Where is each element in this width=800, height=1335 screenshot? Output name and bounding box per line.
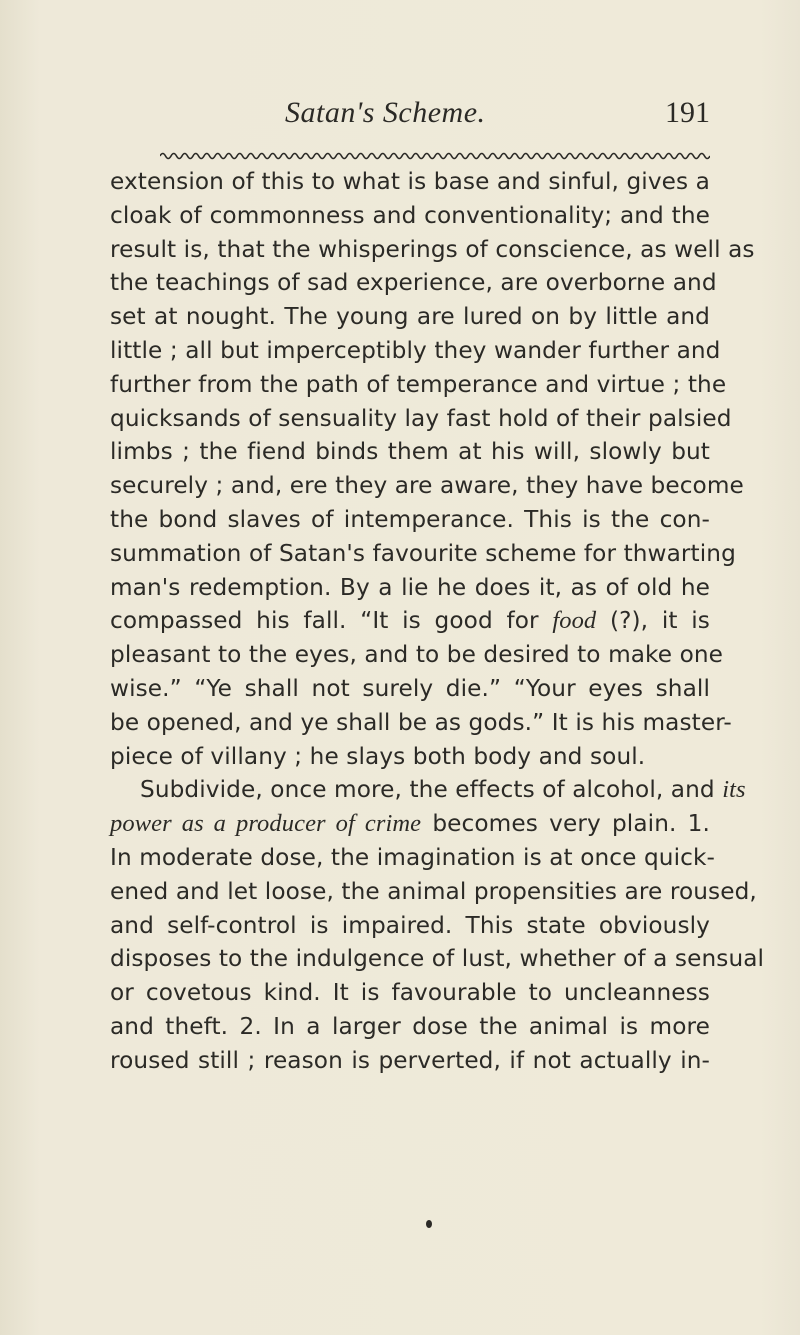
text-line: securely ; and, ere they are aware, they have become bbox=[110, 472, 744, 500]
text-line: be opened, and ye shall be as gods.” It is his master- bbox=[110, 708, 732, 736]
running-title: Satan's Scheme. bbox=[285, 96, 486, 129]
text-line: In moderate dose, the imagination is at once quick- bbox=[110, 843, 715, 871]
page-number: 191 bbox=[665, 96, 710, 129]
text-line: extension of this to what is base and sinful, gives a bbox=[110, 168, 710, 195]
text-segment: becomes very plain. 1. bbox=[421, 810, 710, 838]
text-line bbox=[110, 807, 710, 841]
italic-phrase: power as a producer of crime bbox=[110, 810, 422, 838]
text-line bbox=[110, 773, 746, 807]
text-line: man's redemption. By a lie he does it, as of old he bbox=[110, 573, 710, 601]
paragraph-2 bbox=[110, 773, 765, 1077]
text-line bbox=[110, 604, 710, 638]
text-line: pleasant to the eyes, and to be desired to make one bbox=[110, 641, 724, 669]
text-line: and theft. 2. In a larger dose the animal is more bbox=[110, 1012, 710, 1040]
text-line: summation of Satan's favourite scheme for thwarting bbox=[110, 539, 736, 567]
text-line: and self-control is impaired. This state obviously bbox=[110, 911, 710, 939]
italic-word: its bbox=[722, 776, 746, 804]
text-line: result is, that the whisperings of conscience, as well as bbox=[110, 235, 755, 263]
printer-mark bbox=[426, 1220, 432, 1228]
text-line: or covetous kind. It is favourable to uncleanness bbox=[110, 979, 710, 1007]
text-line: little ; all but imperceptibly they wander further and bbox=[110, 336, 721, 364]
body-text bbox=[110, 165, 765, 1078]
text-line: further from the path of temperance and virtue ; the bbox=[110, 370, 727, 398]
paragraph-1 bbox=[110, 165, 755, 773]
text-line: wise.” “Ye shall not surely die.” “Your eyes shall bbox=[110, 674, 710, 702]
text-line: limbs ; the fiend binds them at his will, slowly but bbox=[110, 438, 710, 466]
text-line: set at nought. The young are lured on by little and bbox=[110, 303, 710, 331]
text-segment: Subdivide, once more, the effects of alcohol, and bbox=[140, 776, 723, 804]
running-header bbox=[150, 96, 710, 136]
text-line: roused still ; reason is perverted, if not actually in- bbox=[110, 1046, 710, 1074]
italic-word: food bbox=[552, 607, 597, 635]
text-line: quicksands of sensuality lay fast hold of their palsied bbox=[110, 404, 732, 432]
text-line: the bond slaves of intemperance. This is the con- bbox=[110, 505, 710, 533]
wavy-rule-ornament bbox=[160, 150, 710, 162]
text-line: the teachings of sad experience, are overborne and bbox=[110, 269, 717, 297]
text-segment: (?), it is bbox=[596, 607, 710, 635]
text-line: disposes to the indulgence of lust, whether of a sensual bbox=[110, 945, 765, 973]
text-segment: compassed his fall. “It is good for bbox=[110, 607, 553, 635]
text-line: piece of villany ; he slays both body and soul. bbox=[110, 742, 646, 770]
text-line: cloak of commonness and conventionality; and the bbox=[110, 201, 710, 229]
text-line: ened and let loose, the animal propensities are roused, bbox=[110, 877, 757, 905]
